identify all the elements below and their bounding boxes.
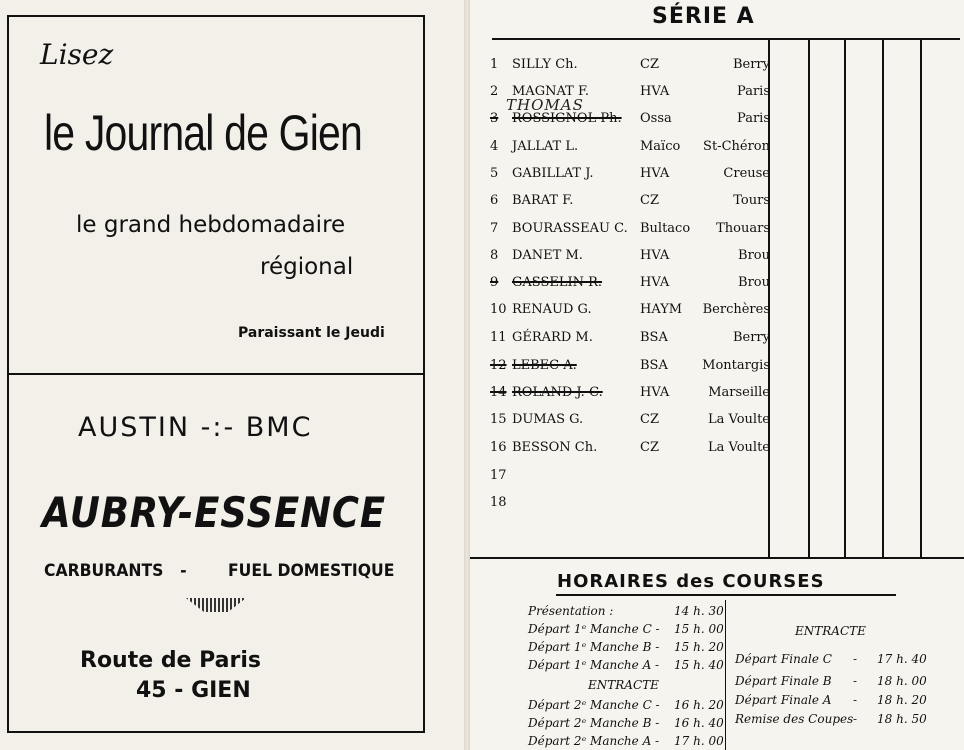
schedule-label: ENTRACTE [588, 678, 659, 692]
advertisement-page [0, 0, 464, 750]
rider-number: 3 [490, 111, 499, 126]
schedule-time: 16 h. 20 [674, 698, 724, 712]
rider-number: 16 [490, 440, 507, 455]
rider-name: GABILLAT J. [512, 166, 594, 181]
rider-name: BESSON Ch. [512, 440, 598, 455]
column-rule [808, 40, 810, 557]
rider-number: 7 [490, 221, 499, 236]
aubry-essence-logo: AUBRY-ESSENCE [42, 488, 387, 537]
rider-city: Berchères [702, 302, 770, 317]
rider-city: Brou [738, 275, 770, 290]
address-route: Route de Paris [80, 648, 262, 673]
schedule-label: Départ 1ᵉ Manche C - [528, 622, 660, 636]
rider-name: JALLAT L. [512, 139, 579, 154]
rider-city: Berry [732, 330, 770, 345]
rider-number: 12 [490, 358, 507, 373]
schedule-dash: - [853, 693, 858, 707]
rider-name: BARAT F. [512, 193, 574, 208]
rider-city: Brou [738, 248, 770, 263]
schedule-time: 17 h. 00 [674, 734, 724, 748]
rider-name: RENAUD G. [512, 302, 592, 317]
rider-city: Creuse [723, 166, 770, 181]
schedule-time: 17 h. 40 [877, 652, 927, 666]
series-title: SÉRIE A [652, 4, 755, 29]
rider-city: Paris [737, 111, 770, 126]
carburants-label: CARBURANTS [44, 561, 164, 581]
rider-moto: HVA [640, 385, 670, 400]
rider-number: 6 [490, 193, 499, 208]
rider-moto: Maïco [640, 139, 681, 154]
table-bottom-rule [470, 557, 964, 559]
rider-name: GASSELIN R. [512, 275, 603, 290]
rider-name: DUMAS G. [512, 412, 584, 427]
column-rule [920, 40, 922, 557]
rider-name: BOURASSEAU C. [512, 221, 628, 236]
rider-moto: HAYM [640, 302, 683, 317]
rider-city: Tours [733, 193, 770, 208]
rider-moto: CZ [640, 412, 659, 427]
rider-city: La Voulte [708, 440, 770, 455]
schedule-time: 15 h. 20 [674, 640, 724, 654]
schedule-label: Remise des Coupes [735, 712, 854, 726]
rider-moto: CZ [640, 440, 659, 455]
schedule-time: 14 h. 30 [674, 604, 724, 618]
rider-number: 9 [490, 275, 499, 290]
rider-name: ROSSIGNOL Ph. [512, 111, 622, 126]
schedule-title: HORAIRES des COURSES [557, 571, 825, 592]
schedule-label: Présentation : [528, 604, 614, 618]
hebdo-line-2: régional [260, 254, 354, 280]
rider-name: ROLAND J.-C. [512, 385, 603, 400]
rider-name: DANET M. [512, 248, 583, 263]
rider-name: LEBEC A. [512, 358, 577, 373]
rider-number: 5 [490, 166, 499, 181]
austin-bmc: AUSTIN -:- BMC [78, 412, 313, 443]
schedule-time: 18 h. 50 [877, 712, 927, 726]
schedule-dash: - [853, 652, 858, 666]
lisez-heading: Lisez [40, 38, 114, 71]
schedule-dash: - [853, 712, 858, 726]
rider-city: St-Chéron [703, 139, 770, 154]
schedule-label: Départ 1ᵉ Manche B - [528, 640, 660, 654]
products-line [44, 561, 395, 581]
fuel-label: FUEL DOMESTIQUE [228, 561, 395, 581]
journal-title: le Journal de Gien [44, 105, 363, 161]
rider-moto: HVA [640, 275, 670, 290]
schedule-label: Départ 2ᵉ Manche C - [528, 698, 660, 712]
column-rule [882, 40, 884, 557]
rider-number: 4 [490, 139, 499, 154]
rider-name: GÉRARD M. [512, 330, 593, 345]
rider-number: 14 [490, 385, 507, 400]
schedule-label: Départ Finale B [735, 674, 832, 688]
rider-moto: CZ [640, 193, 659, 208]
schedule-divider [725, 600, 726, 750]
rider-moto: HVA [640, 248, 670, 263]
schedule-title-rule [556, 594, 896, 596]
table-top-rule [492, 38, 960, 40]
rider-city: Marseille [708, 385, 770, 400]
program-page [470, 0, 964, 750]
rider-number: 1 [490, 57, 499, 72]
rider-name: MAGNAT F. [512, 84, 590, 99]
rider-number: 10 [490, 302, 507, 317]
rider-name: SILLY Ch. [512, 57, 578, 72]
rider-number: 17 [490, 468, 507, 483]
schedule-label: Départ 1ᵉ Manche A - [528, 658, 660, 672]
entracte-label: ENTRACTE [795, 624, 866, 638]
schedule-time: 16 h. 40 [674, 716, 724, 730]
rider-moto: HVA [640, 166, 670, 181]
rider-moto: HVA [640, 84, 670, 99]
schedule-label: Départ Finale A [735, 693, 832, 707]
schedule-label: Départ Finale C [735, 652, 832, 666]
rider-city: Berry [732, 57, 770, 72]
rider-city: Thouars [716, 221, 770, 236]
rider-city: Paris [737, 84, 770, 99]
schedule-label: Départ 2ᵉ Manche A - [528, 734, 660, 748]
schedule-time: 18 h. 00 [877, 674, 927, 688]
rider-city: La Voulte [708, 412, 770, 427]
rider-number: 2 [490, 84, 499, 99]
column-rule [844, 40, 846, 557]
rider-moto: BSA [640, 330, 668, 345]
rider-moto: BSA [640, 358, 668, 373]
schedule-time: 15 h. 40 [674, 658, 724, 672]
rider-number: 8 [490, 248, 499, 263]
schedule-dash: - [853, 674, 858, 688]
schedule-time: 15 h. 00 [674, 622, 724, 636]
schedule-label: Départ 2ᵉ Manche B - [528, 716, 660, 730]
address-city: 45 - GIEN [136, 678, 251, 703]
publication-day: Paraissant le Jeudi [238, 325, 385, 341]
handwritten-correction: THOMAS [506, 96, 584, 114]
rider-number: 18 [490, 495, 507, 510]
rider-moto: Ossa [640, 111, 672, 126]
rider-number: 11 [490, 330, 507, 345]
rider-number: 15 [490, 412, 507, 427]
rider-moto: CZ [640, 57, 659, 72]
rider-city: Montargis [702, 358, 770, 373]
ad-divider [7, 373, 425, 375]
schedule-time: 18 h. 20 [877, 693, 927, 707]
hebdo-line-1: le grand hebdomadaire [76, 212, 346, 238]
products-dash: - [180, 561, 187, 581]
rider-moto: Bultaco [640, 221, 691, 236]
